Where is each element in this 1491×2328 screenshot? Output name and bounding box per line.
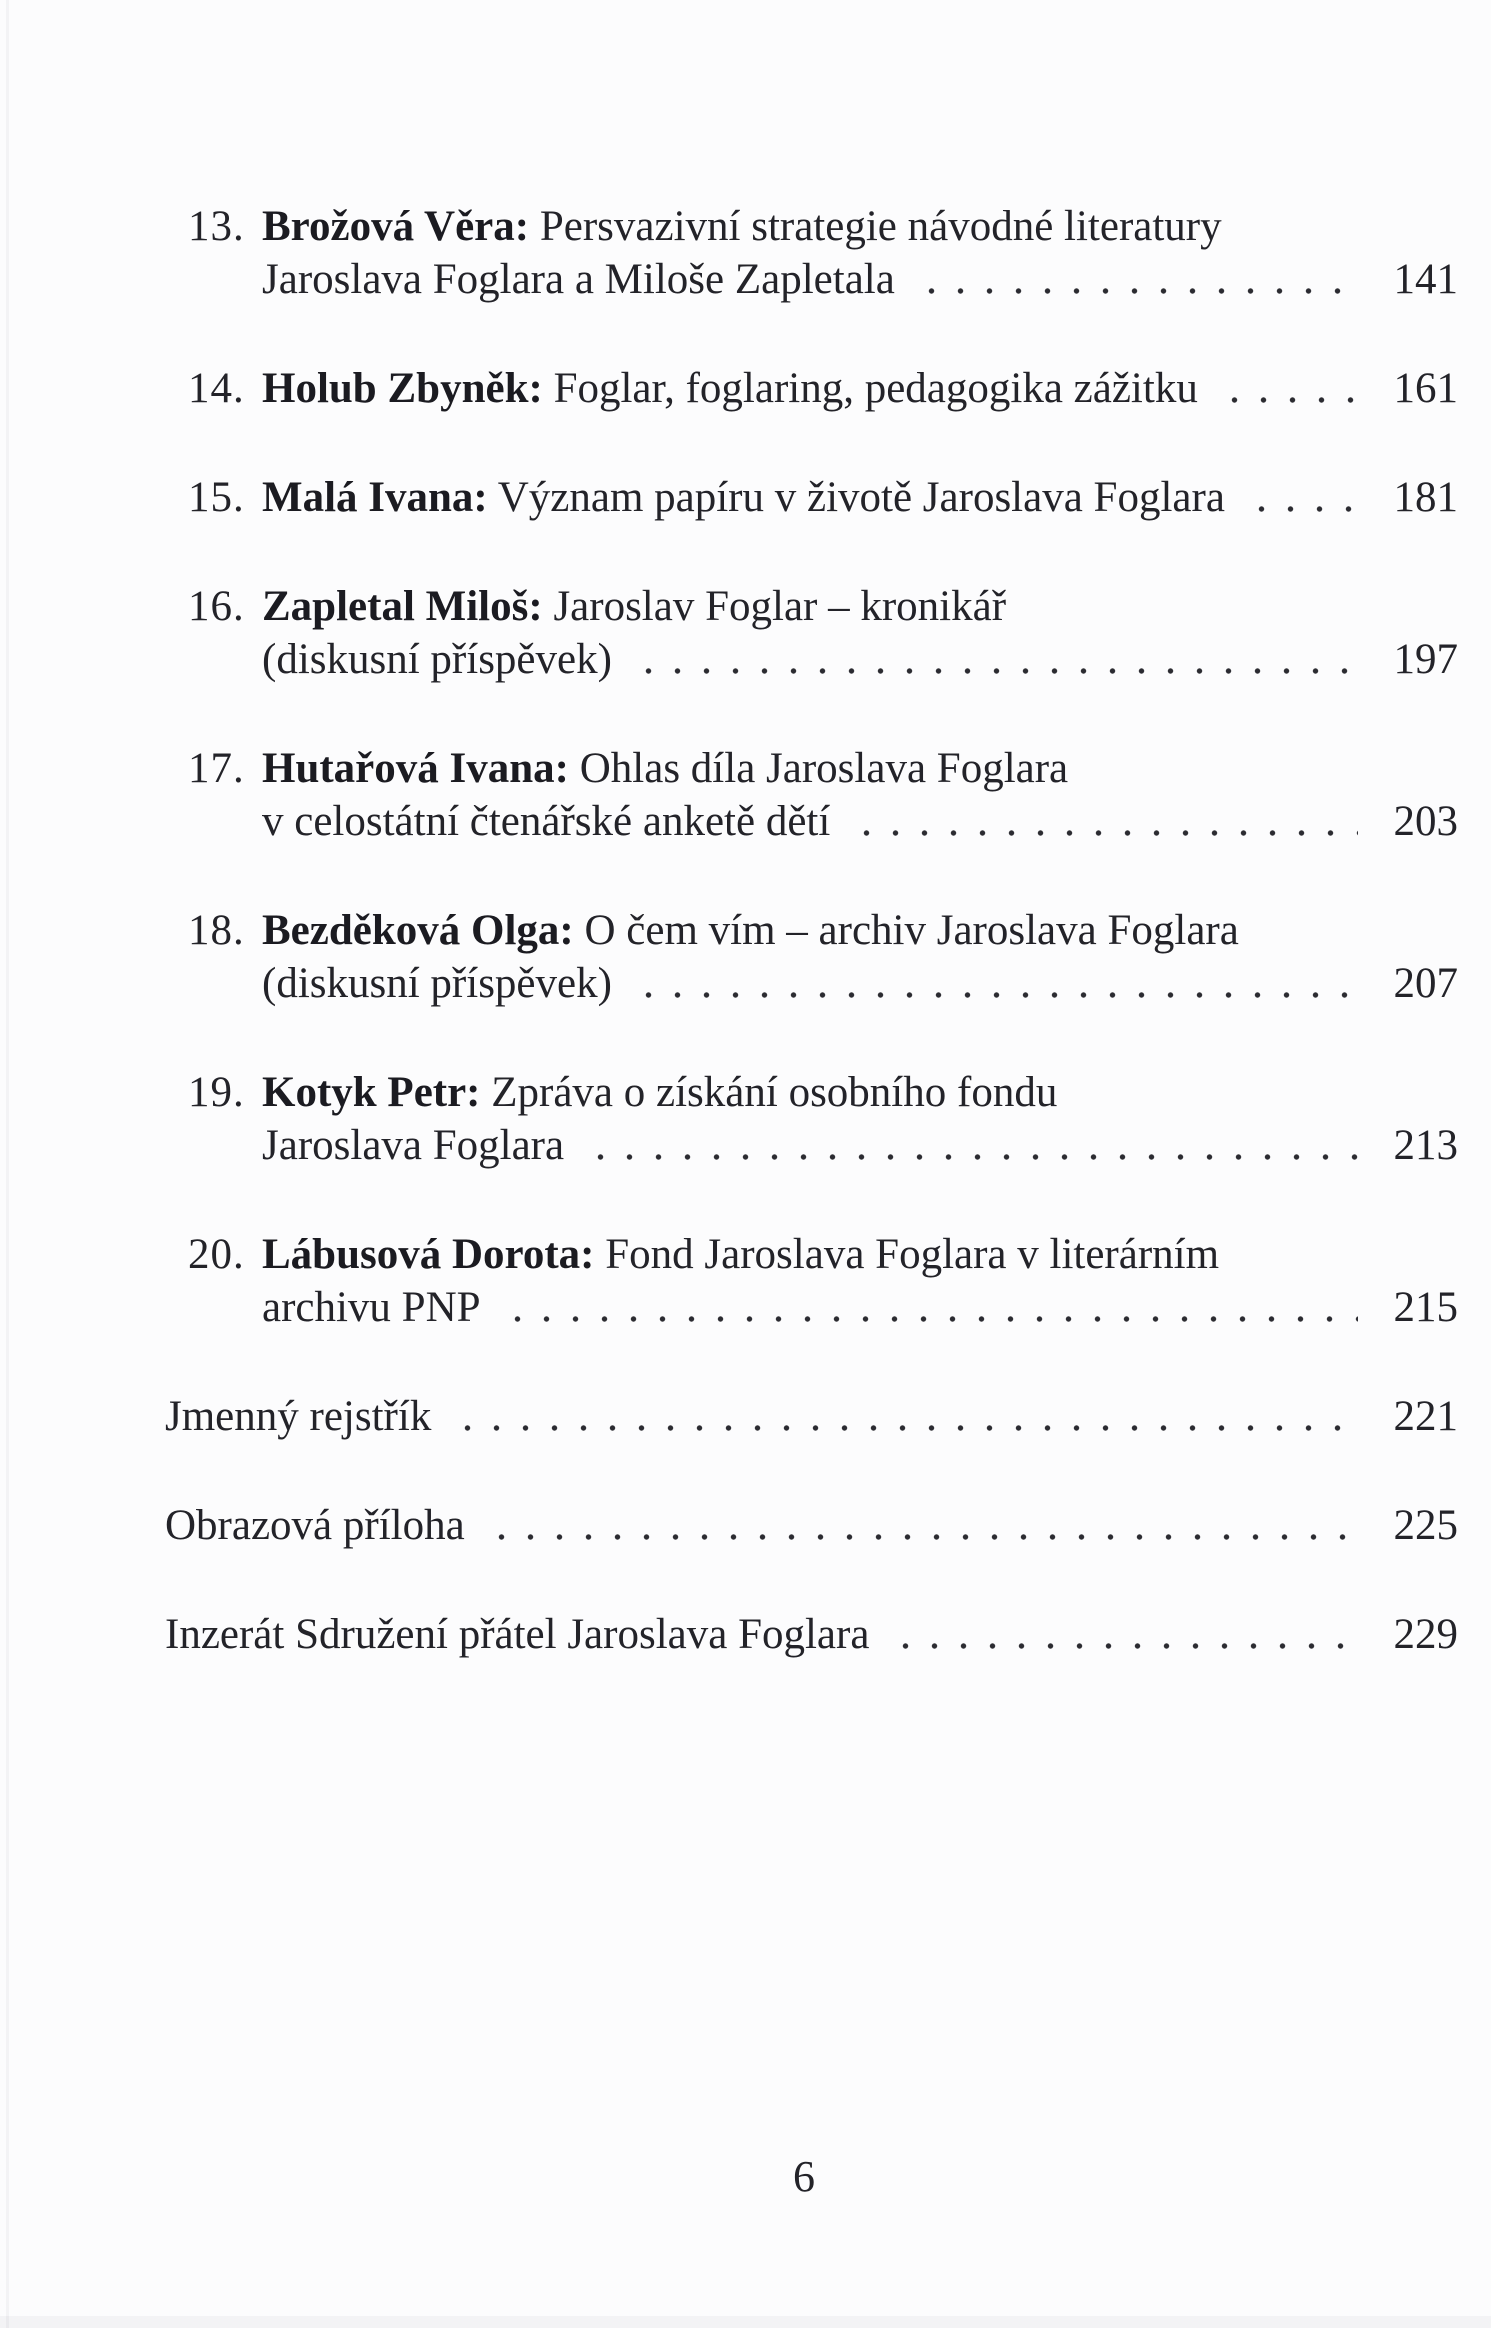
toc-page-number: 207: [1393, 960, 1458, 1007]
toc-line: [262, 200, 1458, 253]
toc-author: Bezděková Olga:: [262, 907, 574, 954]
toc-line: [165, 1499, 1458, 1552]
dot-leader: [852, 828, 1358, 838]
toc-entry: [0, 1066, 1491, 1172]
toc-list: [0, 200, 1491, 1717]
toc-entry-body: [262, 200, 1458, 306]
toc-author: Zapletal Miloš:: [262, 583, 543, 630]
toc-page-number: 203: [1393, 798, 1458, 845]
toc-line-text: Obrazová příloha: [165, 1502, 465, 1549]
toc-line-text: Jaroslava Foglara: [262, 1122, 565, 1169]
toc-line: [262, 580, 1458, 633]
toc-entry-body: [165, 1390, 1458, 1443]
toc-entry-body: [165, 1608, 1458, 1661]
toc-page-number: 213: [1393, 1122, 1458, 1169]
toc-page-number: 197: [1393, 636, 1458, 683]
toc-author: Holub Zbyněk:: [262, 365, 543, 412]
toc-entry-number: 14.: [188, 365, 245, 412]
dot-leader: [1220, 395, 1358, 405]
toc-line: [262, 253, 1458, 306]
toc-line-text: Brožová Věra: Persvazivní strategie návodné literatury: [262, 203, 1222, 250]
toc-page-number: 161: [1393, 365, 1458, 412]
toc-author: Hutařová Ivana:: [262, 745, 569, 792]
toc-entry-body: [262, 362, 1458, 415]
toc-author: Malá Ivana:: [262, 474, 488, 521]
toc-entry: [0, 1499, 1491, 1552]
toc-entry: [0, 1608, 1491, 1661]
toc-page-number: 225: [1393, 1502, 1458, 1549]
toc-entry: [0, 1228, 1491, 1334]
toc-line-text: Hutařová Ivana: Ohlas díla Jaroslava Foglara: [262, 745, 1069, 792]
toc-entry: [0, 200, 1491, 306]
toc-line-text: Malá Ivana: Význam papíru v životě Jaroslava Foglara: [262, 474, 1225, 521]
toc-line-text: Jaroslava Foglara a Miloše Zapletala: [262, 256, 895, 303]
toc-line-text: Jmenný rejstřík: [165, 1393, 432, 1440]
toc-line: [165, 1608, 1458, 1661]
toc-line: [262, 633, 1458, 686]
toc-page-number: 229: [1393, 1611, 1458, 1658]
toc-line-text: Lábusová Dorota: Fond Jaroslava Foglara v literárním: [262, 1231, 1220, 1278]
toc-entry: [0, 362, 1491, 415]
toc-line-text: Zapletal Miloš: Jaroslav Foglar – kronikář: [262, 583, 1007, 630]
toc-entry-body: [262, 471, 1458, 524]
toc-line: [262, 1281, 1458, 1334]
toc-entry-body: [165, 1499, 1458, 1552]
toc-entry: [0, 742, 1491, 848]
toc-entry: [0, 471, 1491, 524]
toc-line: [262, 1066, 1458, 1119]
dot-leader: [503, 1314, 1358, 1324]
toc-line-text: Kotyk Petr: Zpráva o získání osobního fondu: [262, 1069, 1058, 1116]
toc-entry-number: 20.: [188, 1231, 245, 1278]
toc-entry-body: [262, 904, 1458, 1010]
toc-author: Brožová Věra:: [262, 203, 530, 250]
toc-line: [262, 1119, 1458, 1172]
dot-leader: [917, 286, 1358, 296]
toc-author: Lábusová Dorota:: [262, 1231, 595, 1278]
toc-entry-number: 19.: [188, 1069, 245, 1116]
dot-leader: [487, 1532, 1358, 1542]
toc-line: [262, 471, 1458, 524]
dot-leader: [586, 1152, 1358, 1162]
toc-line-text: Bezděková Olga: O čem vím – archiv Jaroslava Foglara: [262, 907, 1239, 954]
toc-line-text: v celostátní čtenářské anketě dětí: [262, 798, 831, 845]
toc-entry-number: 17.: [188, 745, 245, 792]
toc-entry: [0, 904, 1491, 1010]
toc-page-number: 181: [1393, 474, 1458, 521]
scan-edge-artifact-bottom: [0, 2316, 1491, 2328]
toc-line: [165, 1390, 1458, 1443]
dot-leader: [634, 666, 1358, 676]
toc-line: [262, 957, 1458, 1010]
toc-line: [262, 362, 1458, 415]
toc-line-text: (diskusní příspěvek): [262, 960, 612, 1007]
toc-page-number: 215: [1393, 1284, 1458, 1331]
toc-line: [262, 1228, 1458, 1281]
dot-leader: [891, 1641, 1358, 1651]
toc-entry: [0, 1390, 1491, 1443]
toc-entry-number: 15.: [188, 474, 245, 521]
toc-entry: [0, 580, 1491, 686]
toc-entry-number: 13.: [188, 203, 245, 250]
toc-line: [262, 904, 1458, 957]
toc-line: [262, 795, 1458, 848]
toc-line: [262, 742, 1458, 795]
toc-entry-number: 16.: [188, 583, 245, 630]
toc-line-text: Inzerát Sdružení přátel Jaroslava Foglara: [165, 1611, 870, 1658]
dot-leader: [453, 1423, 1358, 1433]
toc-line-text: archivu PNP: [262, 1284, 481, 1331]
toc-entry-body: [262, 742, 1458, 848]
toc-entry-body: [262, 580, 1458, 686]
toc-entry-body: [262, 1228, 1458, 1334]
toc-page-number: 221: [1393, 1393, 1458, 1440]
page-number-footer: 6: [793, 2152, 815, 2201]
toc-page-number: 141: [1393, 256, 1458, 303]
toc-author: Kotyk Petr:: [262, 1069, 481, 1116]
toc-line-text: (diskusní příspěvek): [262, 636, 612, 683]
toc-line-text: Holub Zbyněk: Foglar, foglaring, pedagogika zážitku: [262, 365, 1198, 412]
dot-leader: [1247, 504, 1358, 514]
toc-entry-number: 18.: [188, 907, 245, 954]
toc-entry-body: [262, 1066, 1458, 1172]
dot-leader: [634, 990, 1358, 1000]
